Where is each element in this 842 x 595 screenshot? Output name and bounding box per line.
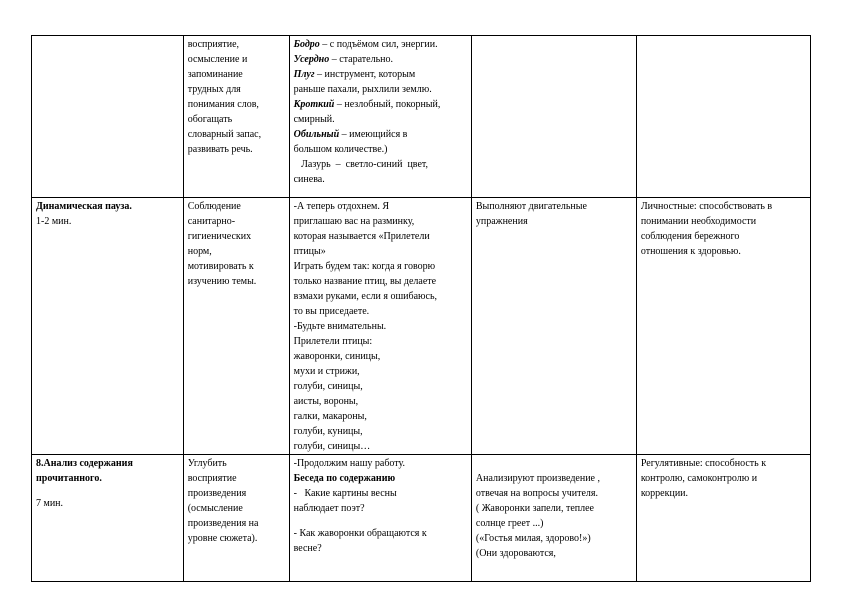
stage-duration: 7 мин. [36, 498, 64, 509]
cell-line: произведения на [187, 518, 259, 529]
uud-cell [636, 198, 810, 455]
cell-line: понимании необходимости [640, 216, 757, 227]
cell-line: (Они здороваются, [475, 548, 556, 559]
cell-line: Соблюдение [187, 201, 241, 212]
cell-line: восприятие, [187, 39, 240, 50]
vocab-def: – старательно. [329, 54, 393, 65]
cell-line: приглашаю вас на разминку, [293, 216, 415, 227]
cell-line: только название птиц, вы делаете [293, 276, 437, 287]
cell-line: наблюдает поэт? [293, 503, 365, 514]
cell-line: Регулятивные: способность к [640, 458, 767, 469]
teacher-activity-cell [289, 455, 471, 582]
cell-line: голуби, куницы, [293, 426, 363, 437]
uud-cell [636, 36, 810, 198]
cell-line: произведения [187, 488, 247, 499]
stage-title: прочитанного. [36, 473, 102, 484]
cell-line: аисты, вороны, [293, 396, 359, 407]
cell-line: уровне сюжета). [187, 533, 258, 544]
cell-line: - Как жаворонки обращаются к [293, 528, 427, 539]
vocab-line [294, 172, 467, 187]
vocab-def: – с подъёмом сил, энергии. [319, 39, 438, 50]
stage-title: Динамическая пауза. [36, 201, 132, 212]
vocab-line [294, 157, 467, 172]
vocab-line [294, 67, 467, 82]
cell-line: Прилетели птицы: [293, 336, 373, 347]
vocab-def: Лазурь – светло-синий цвет, [293, 159, 429, 170]
vocab-line [294, 142, 467, 157]
vocab-line [294, 97, 467, 112]
table-row [32, 455, 811, 582]
vocab-def: смирный. [293, 114, 335, 125]
cell-line: гигиенических [187, 231, 252, 242]
lesson-plan-table [31, 35, 811, 582]
cell-line: мухи и стрижи, [293, 366, 360, 377]
stage-duration: 1-2 мин. [36, 216, 72, 227]
cell-line: взмахи руками, если я ошибаюсь, [293, 291, 437, 302]
cell-line: -Продолжим нашу работу. [293, 458, 406, 469]
cell-line: обогащать [187, 114, 233, 125]
vocab-line [294, 37, 467, 52]
cell-line: норм, [187, 246, 212, 257]
cell-line: птицы» [293, 246, 326, 257]
cell-line: Играть будем так: когда я говорю [293, 261, 436, 272]
vocab-term: Кроткий [293, 99, 335, 110]
vocab-term: Обильный [293, 129, 340, 140]
cell-line: трудных для [187, 84, 241, 95]
vocab-line [294, 127, 467, 142]
cell-line: отношения к здоровью. [640, 246, 741, 257]
cell-line: понимания слов, [187, 99, 259, 110]
vocab-def: раньше пахали, рыхлили землю. [293, 84, 432, 95]
table-row [32, 198, 811, 455]
vocab-def: – инструмент, которым [314, 69, 416, 80]
cell-line: осмысление и [187, 54, 248, 65]
stage-title: 8.Анализ содержания [36, 458, 133, 469]
cell-line: ( Жаворонки запели, теплее [475, 503, 594, 514]
goal-cell [183, 36, 289, 198]
cell-line: голуби, синицы… [293, 441, 371, 452]
cell-line: изучению темы. [187, 276, 257, 287]
cell-line: санитарно- [187, 216, 236, 227]
cell-line: («Гостья милая, здорово!») [475, 533, 591, 544]
cell-line: весне? [293, 543, 322, 554]
cell-line: контролю, самоконтролю и [640, 473, 758, 484]
student-activity-cell [471, 455, 636, 582]
student-activity-cell [471, 198, 636, 455]
cell-line: Выполняют двигательные [475, 201, 587, 212]
cell-line: (осмысление [187, 503, 243, 514]
vocab-line [294, 52, 467, 67]
uud-cell [636, 455, 810, 582]
cell-line: словарный запас, [187, 129, 262, 140]
vocab-def: – незлобный, покорный, [334, 99, 441, 110]
cell-line: голуби, синицы, [293, 381, 363, 392]
cell-line: Анализируют произведение , [475, 473, 600, 484]
teacher-activity-cell [289, 36, 471, 198]
cell-line: то вы приседаете. [293, 306, 370, 317]
teacher-activity-cell [289, 198, 471, 455]
cell-line: Личностные: способствовать в [640, 201, 773, 212]
cell-line: соблюдения бережного [640, 231, 740, 242]
cell-line: мотивировать к [187, 261, 254, 272]
goal-cell [183, 198, 289, 455]
cell-line: восприятие [187, 473, 237, 484]
spacer [36, 486, 179, 496]
cell-line: солнце греет ...) [475, 518, 544, 529]
cell-line: Углубить [187, 458, 227, 469]
vocab-def: – имеющийся в [339, 129, 408, 140]
cell-line: коррекции. [640, 488, 689, 499]
vocab-term: Плуг [293, 69, 315, 80]
cell-line: развивать речь. [187, 144, 253, 155]
cell-line: жаворонки, синицы, [293, 351, 381, 362]
cell-line: запоминание [187, 69, 243, 80]
stage-cell [32, 455, 184, 582]
cell-line: которая называется «Прилетели [293, 231, 430, 242]
goal-cell [183, 455, 289, 582]
table-row [32, 36, 811, 198]
spacer [294, 516, 467, 526]
cell-line: -А теперь отдохнем. Я [293, 201, 390, 212]
cell-line: - Какие картины весны [293, 488, 397, 499]
vocab-term: Бодро [293, 39, 320, 50]
vocab-line [294, 112, 467, 127]
cell-line: -Будьте внимательны. [293, 321, 387, 332]
stage-cell [32, 198, 184, 455]
cell-line: отвечая на вопросы учителя. [475, 488, 599, 499]
vocab-def: большом количестве.) [293, 144, 388, 155]
vocab-line [294, 82, 467, 97]
student-activity-cell [471, 36, 636, 198]
vocab-term: Усердно [293, 54, 330, 65]
stage-cell [32, 36, 184, 198]
section-heading: Беседа по содержанию [293, 473, 396, 484]
cell-line: упражнения [475, 216, 528, 227]
cell-line: галки, макароны, [293, 411, 367, 422]
vocab-def: синева. [293, 174, 325, 185]
